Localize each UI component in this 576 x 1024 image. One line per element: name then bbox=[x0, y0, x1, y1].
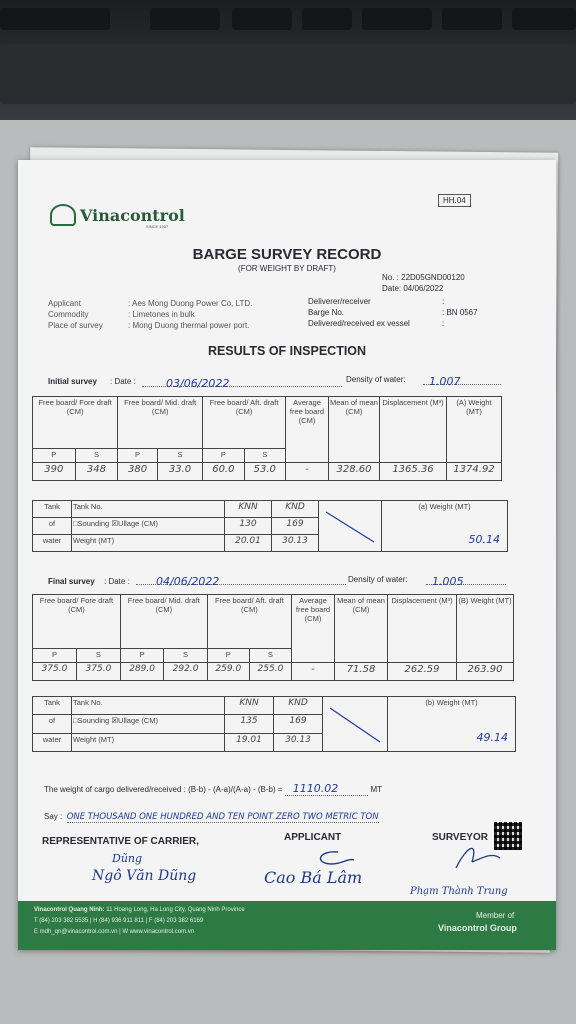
initial-tank-table bbox=[32, 500, 508, 552]
final-density-line bbox=[426, 572, 506, 588]
initial-p2: P bbox=[118, 449, 158, 463]
tank-col1-head: KNN bbox=[225, 697, 274, 715]
tank-result-value: 49.14 bbox=[476, 731, 508, 744]
brand-logo bbox=[50, 204, 185, 226]
final-p1: P bbox=[33, 649, 77, 663]
footer-company: Vinacontrol Quang Ninh: bbox=[34, 907, 105, 913]
final-head-mid: Free board/ Mid. draft (CM) bbox=[120, 595, 207, 649]
tank-result-label: (b) Weight (MT) bbox=[425, 698, 478, 707]
tank-no-label: Tank No. bbox=[72, 501, 225, 518]
footer-group: Vinacontrol Group bbox=[438, 923, 517, 933]
form-code: HH.04 bbox=[438, 194, 471, 207]
initial-value-cell: 328.60 bbox=[329, 463, 380, 481]
surveyor-label: SURVEYOR bbox=[432, 832, 488, 843]
deliverer-value: : bbox=[442, 297, 445, 306]
initial-value-cell: 1365.36 bbox=[380, 463, 447, 481]
tank-col1-head: KNN bbox=[225, 501, 272, 518]
carrier-name: Ngô Văn Dũng bbox=[92, 868, 197, 884]
tank-of-label: of bbox=[33, 715, 72, 733]
cargo-weight-value: 1110.02 bbox=[285, 782, 369, 796]
footer-email: E mdh_qn@vinacontrol.com.vn | W www.vinacontrol.com.vn bbox=[34, 929, 195, 935]
final-date-line bbox=[136, 572, 346, 588]
place-label: Place of survey bbox=[48, 321, 103, 330]
ullage-checkbox: ☒Ullage (CM) bbox=[111, 519, 159, 528]
initial-s1: S bbox=[75, 449, 118, 463]
document-subtitle: (FOR WEIGHT BY DRAFT) bbox=[238, 264, 336, 273]
final-density-value: 1.005 bbox=[432, 575, 464, 588]
record-number: No. : 22D05GND00120 bbox=[382, 273, 465, 282]
final-value-cell: 259.0 bbox=[207, 663, 249, 681]
initial-head-mean: Mean of mean (CM) bbox=[329, 397, 380, 463]
applicant-value: : Aes Mong Duong Power Co, LTD. bbox=[128, 299, 253, 308]
initial-head-aft: Free board/ Aft. draft (CM) bbox=[203, 397, 286, 449]
tank-col2-head: KND bbox=[272, 501, 319, 518]
tank-result-label: (a) Weight (MT) bbox=[418, 502, 471, 511]
initial-survey-label: Initial survey bbox=[48, 377, 97, 386]
keyboard-background bbox=[0, 0, 576, 130]
tank-no-label: Tank No. bbox=[72, 697, 225, 715]
final-tank-table bbox=[32, 696, 516, 752]
record-date: Date: 04/06/2022 bbox=[382, 284, 444, 293]
tank-ullage1: 130 bbox=[225, 518, 272, 535]
initial-value-cell: 348 bbox=[75, 463, 118, 481]
final-head-aft: Free board/ Aft. draft (CM) bbox=[207, 595, 291, 649]
survey-record-document bbox=[18, 160, 556, 950]
final-density-label: Density of water: bbox=[348, 575, 408, 584]
tank-weight1: 19.01 bbox=[225, 733, 274, 751]
tank-result-cell bbox=[388, 697, 516, 752]
footer-address-text: 11 Hoang Long, Ha Long City, Quang Ninh Province bbox=[104, 907, 245, 913]
sounding-checkbox: □Sounding bbox=[73, 716, 110, 726]
final-head-displacement: Displacement (M³) bbox=[388, 595, 457, 663]
strike-line-icon bbox=[326, 698, 384, 748]
final-head-mean: Mean of mean (CM) bbox=[335, 595, 388, 663]
tank-label: Tank bbox=[33, 697, 72, 715]
tank-strike-cell bbox=[323, 697, 388, 752]
initial-head-mid: Free board/ Mid. draft (CM) bbox=[118, 397, 203, 449]
applicant-signature-mark bbox=[308, 848, 358, 870]
final-value-cell: 71.58 bbox=[335, 663, 388, 681]
cargo-weight-line bbox=[44, 782, 534, 795]
tank-result-value: 50.14 bbox=[468, 533, 500, 546]
place-value: : Mong Duong thermal power port. bbox=[128, 321, 250, 330]
applicant-name: Cao Bá Lâm bbox=[264, 868, 363, 887]
say-label: Say : bbox=[44, 812, 63, 821]
tank-of-label: of bbox=[33, 518, 72, 535]
initial-value-cell: 33.0 bbox=[157, 463, 202, 481]
final-value-cell: 375.0 bbox=[33, 663, 77, 681]
final-date-value: 04/06/2022 bbox=[156, 575, 220, 588]
commodity-value: : Limetones in bulk bbox=[128, 310, 195, 319]
barge-value: : BN 0567 bbox=[442, 308, 478, 317]
final-value-cell: 292.0 bbox=[164, 663, 207, 681]
initial-head-weight: (A) Weight (MT) bbox=[447, 397, 502, 463]
tank-ullage1: 135 bbox=[225, 715, 274, 733]
tank-water-label: water bbox=[33, 535, 72, 552]
final-value-cell: 375.0 bbox=[76, 663, 120, 681]
tank-weight1: 20.01 bbox=[225, 535, 272, 552]
deliverer-label: Deliverer/receiver bbox=[308, 297, 371, 306]
initial-head-average: Average free board (CM) bbox=[286, 397, 329, 463]
final-value-cell: 262.59 bbox=[388, 663, 457, 681]
applicant-label: Applicant bbox=[48, 299, 81, 308]
tank-sounding-row bbox=[72, 518, 225, 535]
footer-address bbox=[34, 907, 245, 913]
tank-sounding-row bbox=[72, 715, 225, 733]
final-value-cell: 289.0 bbox=[120, 663, 163, 681]
initial-density-label: Density of water: bbox=[346, 375, 406, 384]
tank-ullage2: 169 bbox=[274, 715, 323, 733]
initial-value-cell: - bbox=[286, 463, 329, 481]
carrier-signature: Dũng bbox=[112, 852, 143, 865]
initial-density-value: 1.007 bbox=[429, 375, 461, 388]
final-s1: S bbox=[76, 649, 120, 663]
initial-draft-table bbox=[32, 396, 502, 481]
cargo-formula: The weight of cargo delivered/received : (B-b) - (A-a)/(A-a) - (B-b) = bbox=[44, 785, 283, 794]
tank-ullage2: 169 bbox=[272, 518, 319, 535]
delivered-value: : bbox=[442, 319, 445, 328]
final-head-fore: Free board/ Fore draft (CM) bbox=[33, 595, 121, 649]
tank-weight2: 30.13 bbox=[274, 733, 323, 751]
final-date-label: : Date : bbox=[104, 577, 130, 586]
final-value-cell: 263.90 bbox=[457, 663, 514, 681]
say-line bbox=[44, 806, 534, 824]
tank-weight-label: Weight (MT) bbox=[72, 535, 225, 552]
final-survey-label: Final survey bbox=[48, 577, 95, 586]
initial-value-cell: 1374.92 bbox=[447, 463, 502, 481]
final-p3: P bbox=[207, 649, 249, 663]
final-s2: S bbox=[164, 649, 207, 663]
final-head-weight: (B) Weight (MT) bbox=[457, 595, 514, 663]
commodity-label: Commodity bbox=[48, 310, 89, 319]
initial-value-cell: 60.0 bbox=[203, 463, 244, 481]
sounding-checkbox: □Sounding bbox=[73, 519, 110, 528]
footer-member-of: Member of bbox=[476, 911, 515, 920]
tank-weight2: 30.13 bbox=[272, 535, 319, 552]
document-title: BARGE SURVEY RECORD bbox=[192, 246, 382, 263]
initial-value-cell: 390 bbox=[33, 463, 76, 481]
initial-s3: S bbox=[244, 449, 285, 463]
tank-label: Tank bbox=[33, 501, 72, 518]
results-title: RESULTS OF INSPECTION bbox=[207, 344, 367, 358]
tank-col2-head: KND bbox=[274, 697, 323, 715]
delivered-label: Delivered/received ex vessel bbox=[308, 319, 410, 328]
barge-label: Barge No. bbox=[308, 308, 345, 317]
initial-s2: S bbox=[157, 449, 202, 463]
say-value: ONE THOUSAND ONE HUNDRED AND TEN POINT ZERO TWO METRIC TON bbox=[66, 812, 379, 822]
initial-value-cell: 53.0 bbox=[244, 463, 285, 481]
footer-band bbox=[18, 901, 556, 950]
final-draft-table bbox=[32, 594, 514, 681]
tank-water-label: water bbox=[33, 733, 72, 751]
tank-result-cell bbox=[382, 501, 508, 552]
surveyor-name: Phạm Thành Trung bbox=[410, 886, 508, 897]
carrier-label: REPRESENTATIVE OF CARRIER, bbox=[42, 836, 199, 847]
initial-head-fore: Free board/ Fore draft (CM) bbox=[33, 397, 118, 449]
ullage-checkbox: ☒Ullage (CM) bbox=[111, 716, 159, 726]
final-p2: P bbox=[120, 649, 163, 663]
initial-value-cell: 380 bbox=[118, 463, 158, 481]
strike-line-icon bbox=[322, 502, 378, 548]
brand-name: Vinacontrol bbox=[80, 205, 185, 225]
final-value-cell: 255.0 bbox=[249, 663, 291, 681]
brand-since: SINCE 1957 bbox=[146, 224, 169, 229]
surveyor-signature-mark bbox=[448, 838, 508, 882]
initial-density-line bbox=[423, 372, 501, 388]
final-value-cell: - bbox=[292, 663, 335, 681]
cargo-unit: MT bbox=[370, 785, 383, 794]
initial-date-value: 03/06/2022 bbox=[166, 377, 230, 390]
applicant-sign-label: APPLICANT bbox=[284, 832, 342, 843]
final-head-average: Average free board (CM) bbox=[292, 595, 335, 663]
initial-head-displacement: Displacement (M³) bbox=[380, 397, 447, 463]
final-s3: S bbox=[249, 649, 291, 663]
tank-weight-label: Weight (MT) bbox=[72, 733, 225, 751]
initial-date-line bbox=[142, 374, 342, 390]
balance-scale-icon bbox=[50, 204, 76, 226]
initial-p3: P bbox=[203, 449, 244, 463]
initial-date-label: : Date : bbox=[110, 377, 136, 386]
tank-strike-cell bbox=[319, 501, 382, 552]
footer-phones: T (84) 203 382 5535 | H (84) 936 911 811 | F (84) 203 382 6169 bbox=[34, 918, 204, 924]
initial-p1: P bbox=[33, 449, 76, 463]
